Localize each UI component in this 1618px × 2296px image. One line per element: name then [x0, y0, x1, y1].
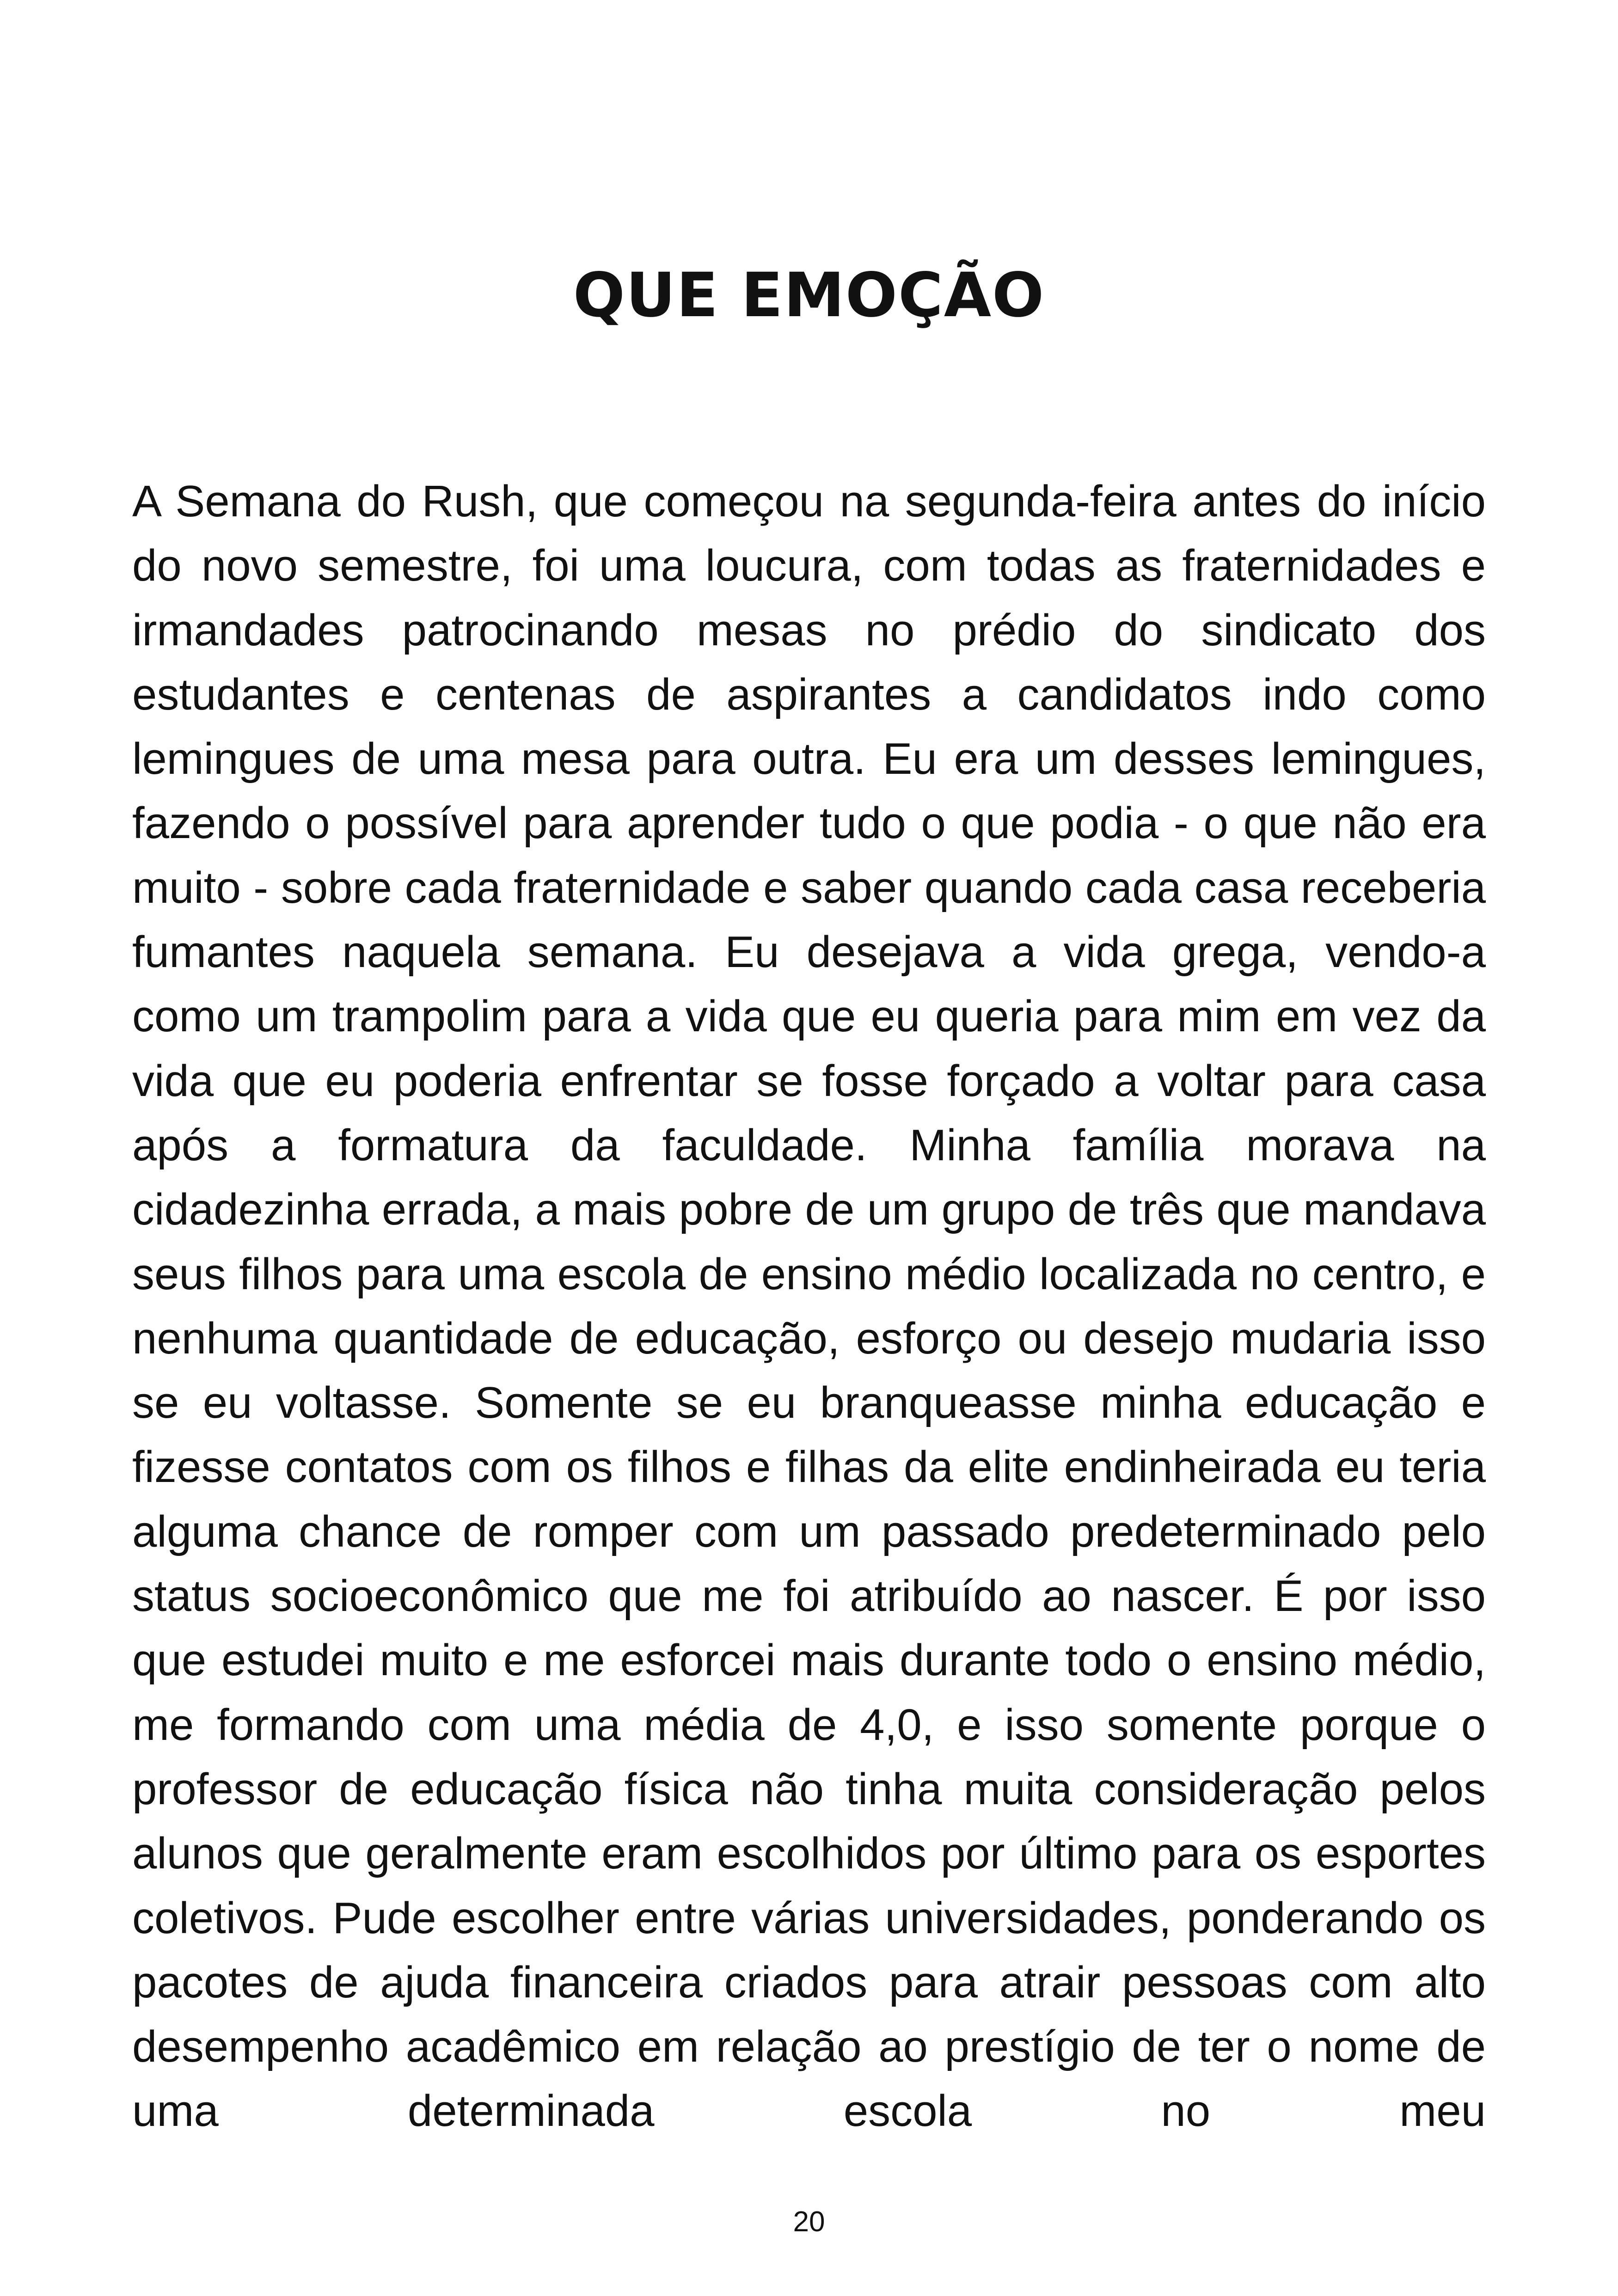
chapter-title: QUE EMOÇÃO: [573, 260, 1045, 331]
page-number: 20: [793, 2206, 825, 2238]
body-paragraph: A Semana do Rush, que começou na segunda-feira antes do início do novo semestre, foi uma loucura, com todas as fraternidades e irmandades patrocinando mesas no prédio do sindicato dos estudantes e centenas de aspirantes a candidatos indo como lemingues de uma mesa para outra. Eu era um desses lemingues, fazendo o possível para aprender tudo o que podia - o que não era muito - sobre cada fraternidade e saber quando cada casa receberia fumantes naquela semana. Eu desejava a vida grega, vendo-a como um trampolim para a vida que eu queria para mim em vez da vida que eu poderia enfrentar se fosse forçado a voltar para casa após a formatura da faculdade. Minha família morava na cidadezinha errada, a mais pobre de um grupo de três que mandava seus filhos para uma escola de ensino médio localizada no centro, e nenhuma quantidade de educação, esforço ou desejo mudaria isso se eu voltasse. Somente se eu branqueasse minha educação e fizesse contatos com os filhos e filhas da elite endinheirada eu teria alguma chance de romper com um passado predeterminado pelo status socioeconômico que me foi atribuído ao nascer. É por isso que estudei muito e me esforcei mais durante todo o ensino médio, me formando com uma média de 4,0, e isso somente porque o professor de educação física não tinha muita consideração pelos alunos que geralmente eram escolhidos por último para os esportes coletivos. Pude escolher entre várias universidades, ponderando os pacotes de ajuda financeira criados para atrair pessoas com alto desempenho acadêmico em relação ao prestígio de ter o nome de uma determinada escola no meu: [132, 477, 1486, 2136]
